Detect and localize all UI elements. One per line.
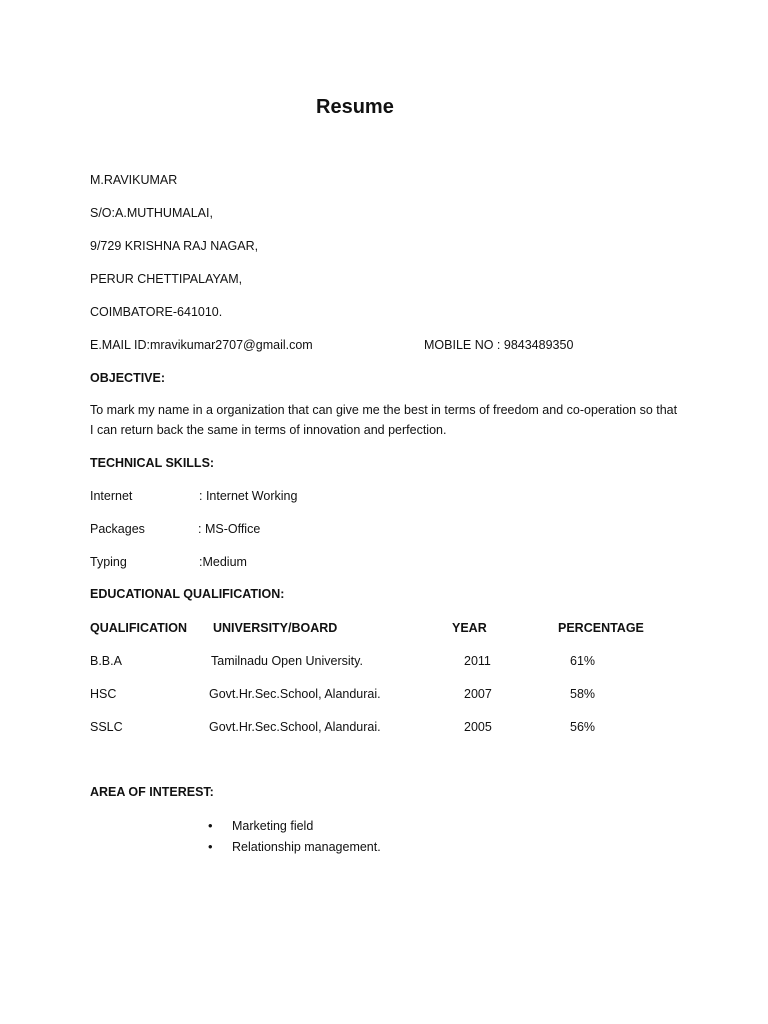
- education-qualification: SSLC: [90, 720, 123, 734]
- objective-heading: OBJECTIVE:: [90, 371, 166, 385]
- interests-heading: AREA OF INTEREST:: [90, 785, 214, 799]
- skill-label: Internet: [90, 489, 133, 503]
- education-board: Govt.Hr.Sec.School, Alandurai.: [209, 687, 381, 701]
- education-column-header: YEAR: [452, 621, 487, 635]
- education-year: 2011: [464, 654, 491, 668]
- education-board: Govt.Hr.Sec.School, Alandurai.: [209, 720, 381, 734]
- skill-label: Packages: [90, 522, 145, 536]
- contact-name: M.RAVIKUMAR: [90, 173, 178, 187]
- address-line-2: PERUR CHETTIPALAYAM,: [90, 272, 243, 286]
- education-year: 2007: [464, 687, 492, 701]
- education-column-header: QUALIFICATION: [90, 621, 187, 635]
- address-line-1: 9/729 KRISHNA RAJ NAGAR,: [90, 239, 259, 253]
- contact-email: E.MAIL ID:mravikumar2707@gmail.com: [90, 338, 313, 352]
- skill-value: :Medium: [199, 555, 247, 569]
- page-title: Resume: [316, 96, 394, 118]
- education-percentage: 61%: [570, 654, 596, 668]
- education-year: 2005: [464, 720, 492, 734]
- contact-parent: S/O:A.MUTHUMALAI,: [90, 206, 213, 220]
- interest-item: Relationship management.: [232, 840, 381, 854]
- skill-value: : MS-Office: [198, 522, 261, 536]
- contact-mobile: MOBILE NO : 9843489350: [424, 338, 574, 352]
- bullet-icon: •: [208, 818, 213, 833]
- address-line-3: COIMBATORE-641010.: [90, 305, 223, 319]
- education-column-header: PERCENTAGE: [558, 621, 644, 635]
- education-heading: EDUCATIONAL QUALIFICATION:: [90, 587, 285, 601]
- education-qualification: B.B.A: [90, 654, 122, 668]
- education-percentage: 56%: [570, 720, 596, 734]
- skill-label: Typing: [90, 555, 127, 569]
- objective-text: To mark my name in a organization that can give me the best in terms of freedom and co-operation so that I can return back the same in terms of innovation and perfection.: [90, 403, 678, 437]
- skill-value: : Internet Working: [199, 489, 298, 503]
- education-board: Tamilnadu Open University.: [211, 654, 363, 668]
- technical-skills-heading: TECHNICAL SKILLS:: [90, 456, 215, 470]
- bullet-icon: •: [208, 839, 213, 854]
- education-qualification: HSC: [90, 687, 117, 701]
- interest-item: Marketing field: [232, 819, 314, 833]
- education-percentage: 58%: [570, 687, 596, 701]
- education-column-header: UNIVERSITY/BOARD: [213, 621, 338, 635]
